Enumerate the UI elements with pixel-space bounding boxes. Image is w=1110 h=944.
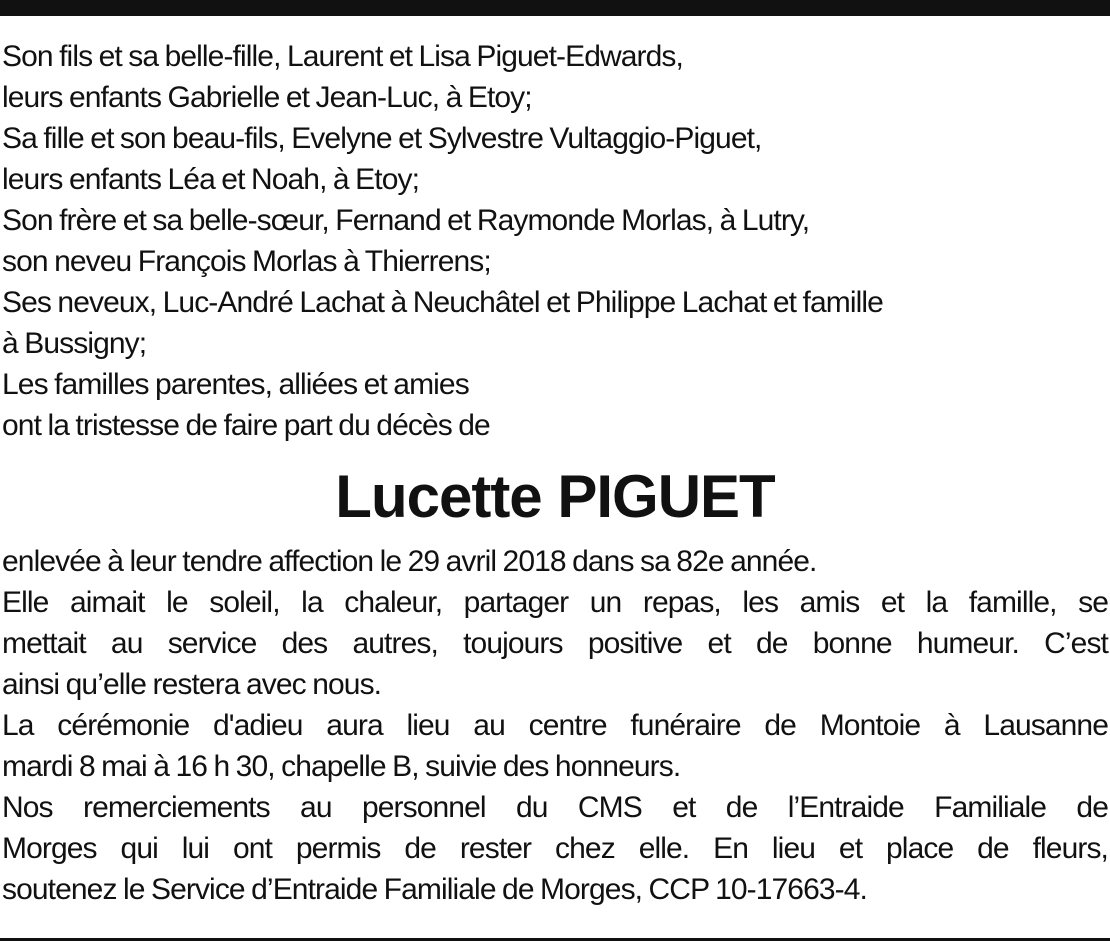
family-line: ont la tristesse de faire part du décès de	[2, 409, 490, 442]
body-line: mettait au service des autres, toujours positive et de bonne humeur. C’est	[2, 627, 1108, 660]
family-line: Les familles parentes, alliées et amies	[2, 368, 469, 401]
body-line: mardi 8 mai à 16 h 30, chapelle B, suivie des honneurs.	[2, 750, 681, 783]
body-line: Elle aimait le soleil, la chaleur, partager un repas, les amis et la famille, se	[2, 586, 1108, 619]
family-announcement	[2, 36, 1108, 446]
family-line: leurs enfants Léa et Noah, à Etoy;	[2, 163, 420, 196]
body-line: soutenez le Service d’Entraide Familiale de Morges, CCP 10-17663-4.	[2, 873, 867, 906]
obituary-body	[2, 541, 1108, 910]
family-line: à Bussigny;	[2, 327, 147, 360]
family-line: Son fils et sa belle-fille, Laurent et Lisa Piguet-Edwards,	[2, 40, 683, 73]
family-line: leurs enfants Gabrielle et Jean-Luc, à Etoy;	[2, 81, 532, 114]
body-line: Nos remerciements au personnel du CMS et de l’Entraide Familiale de	[2, 791, 1108, 824]
family-line: son neveu François Morlas à Thierrens;	[2, 245, 491, 278]
body-line: La cérémonie d'adieu aura lieu au centre funéraire de Montoie à Lausanne	[2, 709, 1108, 742]
obituary-notice	[2, 36, 1108, 910]
deceased-name: Lucette PIGUET	[335, 463, 775, 530]
body-line: enlevée à leur tendre affection le 29 avril 2018 dans sa 82e année.	[2, 545, 817, 578]
family-line: Sa fille et son beau-fils, Evelyne et Sylvestre Vultaggio-Piguet,	[2, 122, 762, 155]
body-line: ainsi qu’elle restera avec nous.	[2, 668, 382, 701]
bottom-rule	[0, 938, 1110, 941]
body-line: Morges qui lui ont permis de rester chez elle. En lieu et place de fleurs,	[2, 832, 1108, 865]
family-line: Ses neveux, Luc-André Lachat à Neuchâtel et Philippe Lachat et famille	[2, 286, 883, 319]
top-rule	[0, 0, 1110, 16]
family-line: Son frère et sa belle-sœur, Fernand et Raymonde Morlas, à Lutry,	[2, 204, 810, 237]
